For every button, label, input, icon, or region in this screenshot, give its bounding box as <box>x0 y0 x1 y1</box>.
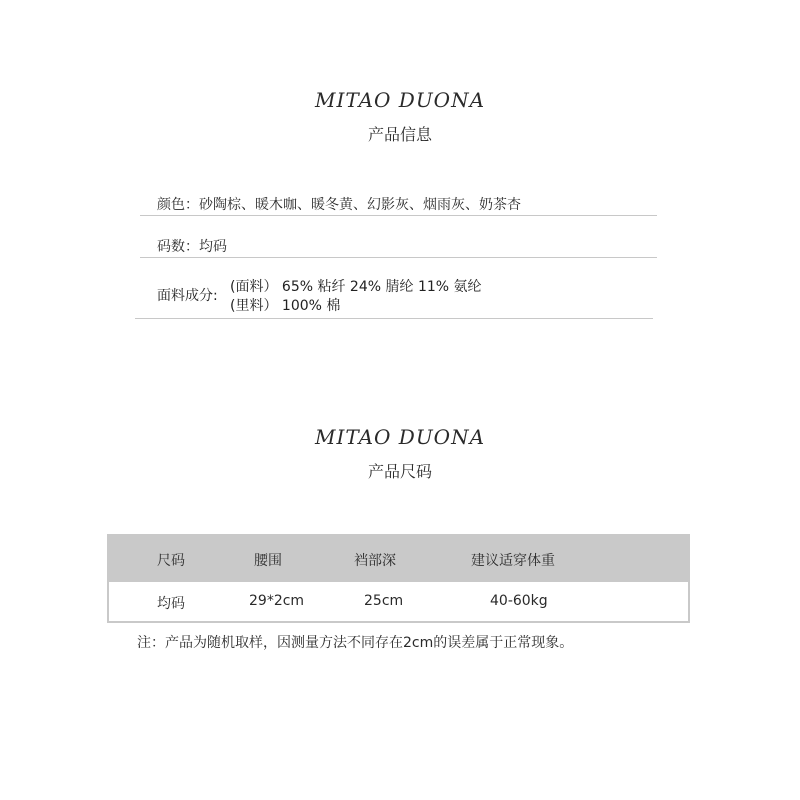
cell-waist: 29*2cm <box>249 593 305 609</box>
cell-size: 均码 <box>157 596 185 612</box>
brand-title-info: MITAO DUONA <box>314 88 486 112</box>
section-title-product-info: 产品信息 <box>367 125 432 144</box>
color-row: 颜色：砂陶棕、暖木咖、暖冬黄、幻影灰、烟雨灰、奶茶杏 <box>157 197 521 213</box>
divider <box>135 318 653 319</box>
cell-weight: 40-60kg <box>490 593 548 609</box>
size-row: 码数：均码 <box>157 239 227 255</box>
header-weight: 建议适穿体重 <box>471 553 555 569</box>
divider <box>140 257 657 258</box>
fabric-label: 面料成分: <box>157 288 218 304</box>
fabric-composition <box>230 278 482 316</box>
section-title-product-size: 产品尺码 <box>367 462 432 481</box>
fabric-outer: (面料） 65% 粘纤 24% 腈纶 11% 氨纶 <box>230 279 482 295</box>
header-rise: 裆部深 <box>354 553 396 569</box>
brand-title-size: MITAO DUONA <box>314 425 486 449</box>
size-table <box>107 534 690 623</box>
header-waist: 腰围 <box>254 553 282 569</box>
fabric-lining: (里料） 100% 棉 <box>230 298 341 314</box>
size-table-header <box>109 536 688 582</box>
divider <box>140 215 657 216</box>
cell-rise: 25cm <box>364 593 404 609</box>
header-size: 尺码 <box>157 553 185 569</box>
measurement-note: 注：产品为随机取样，因测量方法不同存在2cm的误差属于正常现象。 <box>137 635 574 651</box>
